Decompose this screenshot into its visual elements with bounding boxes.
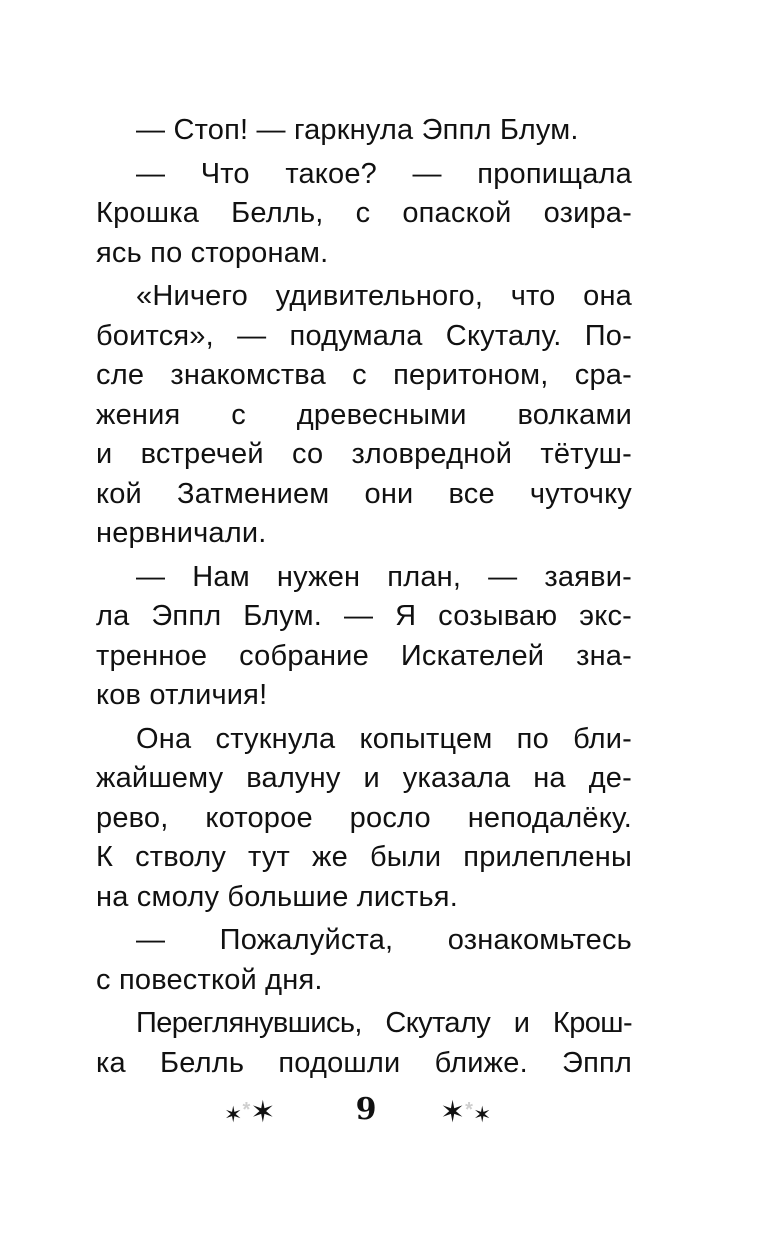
text-line: «Ничего удивительного, что она <box>136 280 632 312</box>
star-icon: * <box>242 1099 251 1121</box>
text-line: К стволу тут же были прилеплены <box>96 841 632 873</box>
star-icon: ✶ <box>224 1102 243 1127</box>
paragraph <box>96 277 632 554</box>
text-line: ясь по сторонам. <box>96 236 329 269</box>
page-text <box>96 111 632 1087</box>
text-line: нервничали. <box>96 517 267 549</box>
ornament-right <box>440 1088 491 1137</box>
text-line: с повесткой дня. <box>96 963 323 996</box>
text-line: рево, которое росло неподалёку. <box>96 801 632 834</box>
text-line: жайшему валуну и указала на де- <box>96 762 632 794</box>
text-line: Переглянувшись, Скуталу и Крош- <box>136 1007 632 1039</box>
star-icon: ✶ <box>472 1102 492 1127</box>
paragraph <box>96 558 632 716</box>
text-line: — Нам нужен план, — заяви- <box>136 560 632 593</box>
text-line: жения с древесными волками <box>96 398 632 431</box>
text-line: боится», — подумала Скуталу. По- <box>96 319 632 352</box>
text-line: на смолу большие листья. <box>96 880 458 913</box>
ornament-left <box>224 1088 275 1137</box>
text-line: ков отличия! <box>96 679 268 711</box>
text-line: ка Белль подошли ближе. Эппл <box>96 1046 632 1079</box>
star-icon: ✶ <box>440 1096 466 1129</box>
text-line: кой Затмением они все чуточку <box>96 477 632 510</box>
star-icon: ✶ <box>250 1096 276 1129</box>
paragraph <box>96 1004 632 1083</box>
text-line: Крошка Белль, с опаской озира- <box>96 197 632 229</box>
text-line: — Стоп! — гаркнула Эппл Блум. <box>136 114 579 146</box>
text-line: Она стукнула копытцем по бли- <box>136 722 632 755</box>
paragraph <box>96 720 632 918</box>
paragraph <box>96 921 632 1000</box>
paragraph <box>96 111 632 151</box>
paragraph <box>96 155 632 274</box>
page-number: 9 <box>355 1092 377 1127</box>
text-line: сле знакомства с перитоном, сра- <box>96 359 632 391</box>
text-line: — Что такое? — пропищала <box>136 157 632 190</box>
text-line: и встречей со зловредной тётуш- <box>96 438 632 470</box>
page-footer <box>0 1088 768 1132</box>
text-line: тренное собрание Искателей зна- <box>96 639 632 672</box>
text-line: ла Эппл Блум. — Я созываю экс- <box>96 600 632 632</box>
text-line: — Пожалуйста, ознакомьтесь <box>136 924 632 956</box>
star-icon: * <box>465 1099 473 1121</box>
